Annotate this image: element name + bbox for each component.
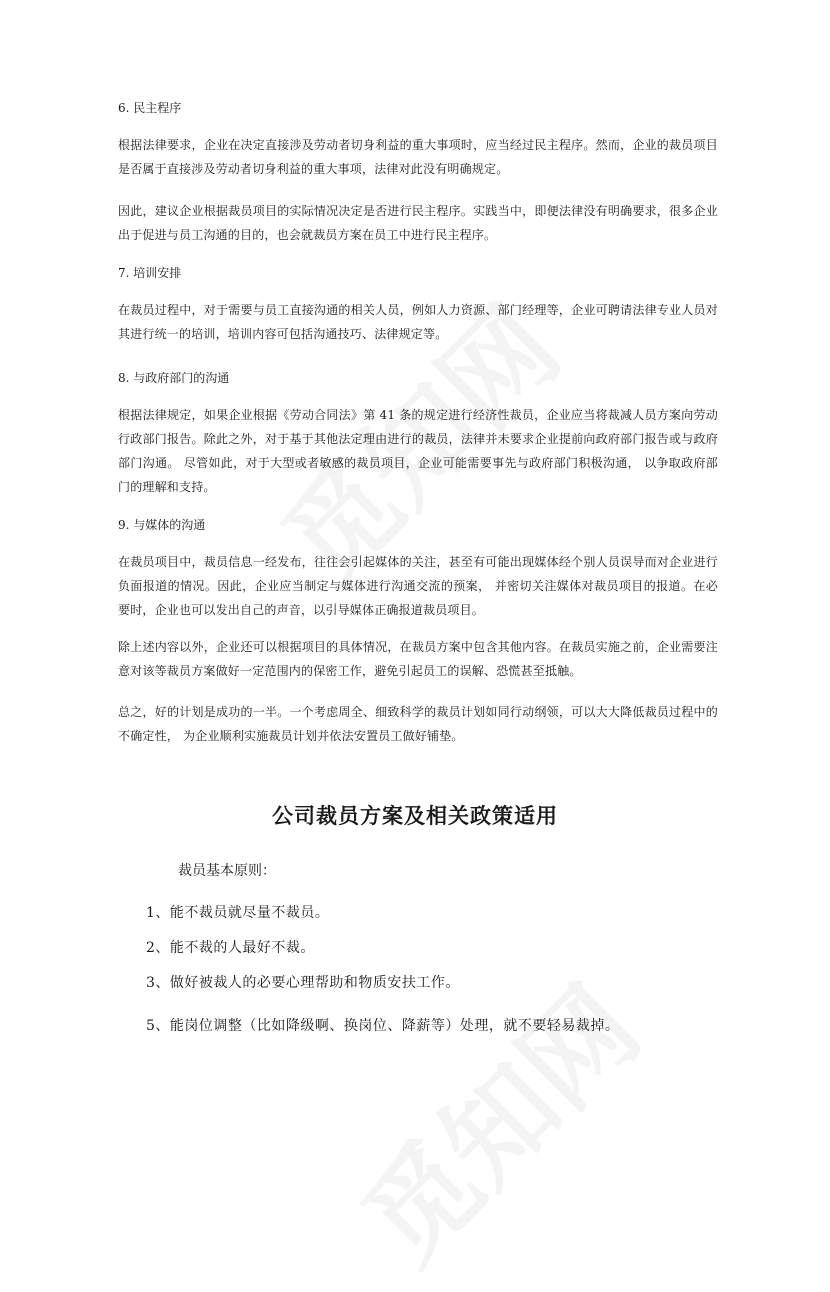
rule-item: 5、能岗位调整（比如降级啊、换岗位、降薪等）处理，就不要轻易裁掉。	[146, 1018, 620, 1034]
principles-label: 裁员基本原则：	[178, 863, 276, 879]
paragraph: 总之，好的计划是成功的一半。一个考虑周全、细致科学的裁员计划如同行动纲领，可以大大降低裁员过程中的不确定性， 为企业顺利实施裁员计划并依法安置员工做好铺垫。	[118, 705, 718, 743]
document-title: 公司裁员方案及相关政策适用	[272, 803, 558, 828]
paragraph: 因此，建议企业根据裁员项目的实际情况决定是否进行民主程序。实践当中，即便法律没有明确要求，很多企业出于促进与员工沟通的目的，也会就裁员方案在员工中进行民主程序。	[118, 204, 718, 242]
rule-item: 1、能不裁员就尽量不裁员。	[146, 905, 330, 921]
section-heading: 9. 与媒体的沟通	[118, 518, 206, 532]
paragraph: 根据法律要求，企业在决定直接涉及劳动者切身利益的重大事项时，应当经过民主程序。然而，企业的裁员项目是否属于直接涉及劳动者切身利益的重大事项，法律对此没有明确规定。	[118, 138, 718, 176]
watermark	[322, 946, 667, 1291]
section-heading: 7. 培训安排	[118, 266, 182, 280]
paragraph: 除上述内容以外，企业还可以根据项目的具体情况，在裁员方案中包含其他内容。在裁员实施之前，企业需要注意对该等裁员方案做好一定范围内的保密工作，避免引起员工的误解、恐慌甚至抵触。	[118, 640, 718, 678]
section-heading: 8. 与政府部门的沟通	[118, 371, 230, 385]
paragraph: 在裁员过程中，对于需要与员工直接沟通的相关人员，例如人力资源、部门经理等，企业可聘请法律专业人员对其进行统一的培训，培训内容可包括沟通技巧、法律规定等。	[118, 303, 718, 341]
rule-item: 3、做好被裁人的必要心理帮助和物质安扶工作。	[146, 975, 460, 991]
section-heading: 6. 民主程序	[118, 101, 182, 115]
paragraph: 根据法律规定，如果企业根据《劳动合同法》第 41 条的规定进行经济性裁员，企业应当将裁减人员方案向劳动行政部门报告。除此之外，对于基于其他法定理由进行的裁员，法律并未要求企业提前向政府部门报告或与政府部门沟通。 尽管如此，对于大型或者敏感的裁员项目，企业可能需要事先与政府部门积极沟通， 以争取政府部门的理解和支持。	[118, 408, 718, 494]
rule-item: 2、能不裁的人最好不裁。	[146, 940, 315, 956]
paragraph: 在裁员项目中，裁员信息一经发布，往往会引起媒体的关注，甚至有可能出现媒体经个别人员误导而对企业进行负面报道的情况。因此，企业应当制定与媒体进行沟通交流的预案， 并密切关注媒体对裁员项目的报道。在必要时，企业也可以发出自己的声音，以引导媒体正确报道裁员项目。	[118, 555, 718, 617]
